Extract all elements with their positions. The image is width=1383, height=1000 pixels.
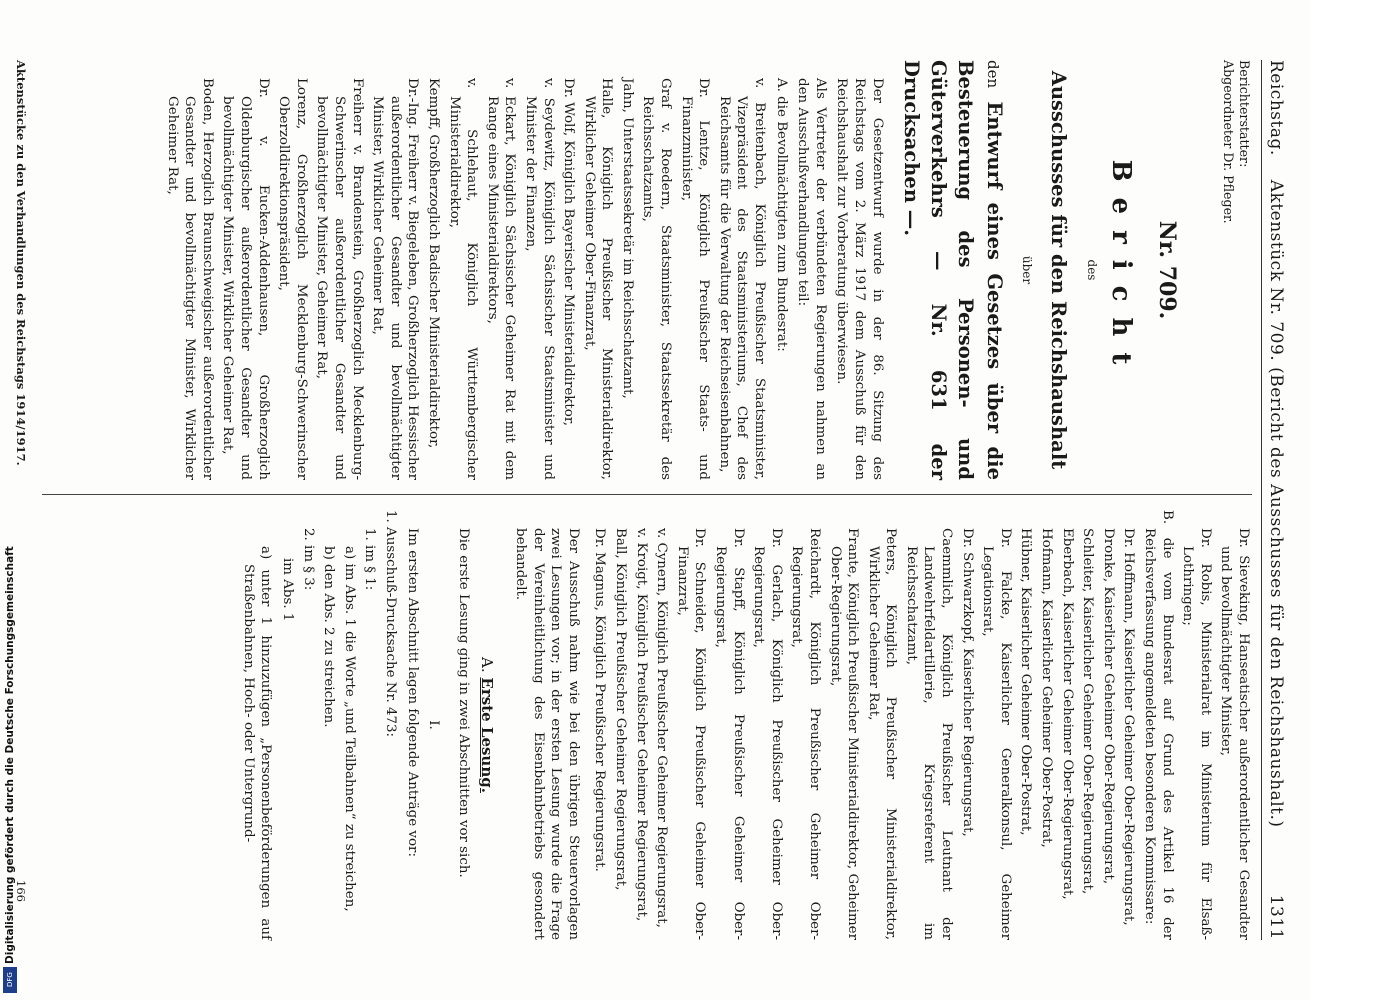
member-entry: Dr.-Ing. Freiherr v. Biegeleben, Großherzoglich Hessischer außerordentlicher Gesandter und bevollmächtigter Minister, Wirklicher Geheimer Rat, [370, 78, 421, 480]
commissioner-entry: Dr. Falcke, Kaiserlicher Generalkonsul, Geheimer Legationsrat, [980, 528, 1013, 940]
subject-lead: den [983, 60, 1002, 89]
member-entry: Boden, Herzoglich Braunschweigischer außerordentlicher Gesandter und bevollmächtigter Minister, Wirklicher Geheimer Rat, [164, 78, 215, 480]
des-label: des [1084, 259, 1099, 281]
committee-title: Ausschusses für den Reichshaushalt [1047, 70, 1071, 470]
member-entry: Freiherr v. Brandenstein, Großherzoglich Mecklenburg-Schwerinscher außerordentlicher Gesandter und bevollmächtigter Minister, Geheimer Rat, [314, 78, 365, 480]
member-entry: Lorenz, Großherzoglich Mecklenburg-Schwerinscher Oberzolldirektionspräsident, [276, 78, 309, 480]
member-entry: Graf v. Roedern, Staatsminister, Staatssekretär des Reichsschatzamts, [640, 78, 674, 480]
intro-paragraph-1: Der Gesetzentwurf wurde in der 86. Sitzung des Reichstags vom 2. März 1917 dem Ausschuß für den Reichshaushalt zur Vorberatung überwiesen. [834, 78, 885, 480]
motion-item-2-a: a) unter 1 hinzuzufügen „Personenbeförderungen auf Straßenbahnen, Hoch- oder Untergrund- [240, 546, 274, 940]
section-heading-prefix: A. [478, 657, 497, 673]
commissioner-entry: Caemmlich, Königlich Preußischer Leutnant der Landwehrfeldartillerie, Kriegsreferent im Reichsschatzamt, [903, 528, 955, 940]
page-header [1261, 60, 1296, 940]
members-list-continued [1179, 510, 1252, 940]
member-entry: Jahn, Unterstaatssekretär im Reichsschatzamt, [619, 78, 635, 399]
document-heading: Bericht [1106, 159, 1137, 381]
section-b-label: B. die vom Bundesrat auf Grund des Artikel 16 der Reichsverfassung angemeldeten besonderen Kommissare: [1142, 510, 1175, 940]
header-title: Aktenstück Nr. 709. (Bericht des Ausschusses für den Reichshaushalt.) [1266, 179, 1286, 828]
intro-paragraph-2: Als Vertreter der verbündeten Regierungen nahmen an den Ausschußverhandlungen teil: [795, 78, 828, 480]
member-entry: v. Schlehaut, Königlich Württembergischer Ministerialdirektor, [446, 78, 480, 480]
ueber-label: über [1020, 255, 1035, 285]
subject-text: Entwurf eines Gesetzes über die Besteuerung des Personen- und Güterverkehrs — Nr. 631 der Drucksachen —. [899, 60, 1006, 480]
rapporteur-name: Abgeordneter Dr. Pfleger. [1221, 60, 1237, 224]
motion-item-1-sub: 1. im § 1: [362, 528, 378, 591]
commissioner-entry: Hofmann, Kaiserlicher Geheimer Ober-Postrat, [1039, 528, 1055, 848]
members-list [163, 60, 768, 480]
dfg-logo: DFG [3, 967, 17, 993]
commissioner-entry: Peters, Königlich Preußischer Ministerialdirektor, Wirklicher Geheimer Rat, [865, 528, 899, 940]
member-entry: Kempff, Großherzoglich Badischer Ministerialdirektor, [425, 78, 441, 449]
commissioner-entry: v. Cynern, Königlich Preußischer Geheimer Regierungsrat, [654, 528, 670, 928]
motion-item-2-abs: im Abs. 1 [280, 558, 296, 622]
commissioner-entry: Hübner, Kaiserlicher Geheimer Ober-Postrat, [1018, 528, 1034, 836]
motion-item-1-b: b) den Abs. 2 zu streichen. [321, 546, 337, 728]
commissioner-entry: Dr. Schwarzkopf, Kaiserlicher Regierungsrat, [959, 528, 975, 837]
footer-source: Aktenstücke zu den Verhandlungen des Reichstags 1914/1917. [14, 60, 28, 466]
commissioner-entry: Dronke, Kaiserlicher Geheimer Ober-Regierungsrat, [1100, 528, 1116, 885]
commissioner-entry: Ball, Königlich Preußischer Geheimer Regierungsrat, [613, 528, 628, 891]
column-divider [42, 494, 1252, 495]
section-heading [478, 510, 496, 940]
commissioner-entry: Dr. Gerlach, Königlich Preußischer Geheimer Ober-Regierungsrat, [751, 528, 784, 940]
roman-numeral: I. [426, 720, 442, 730]
commissioner-entry: Reichardt, Königlich Preußischer Geheimer Ober-Regierungsrat, [789, 528, 822, 940]
member-entry: v. Breitenbach, Königlich Preußischer Staatsminister, Vizepräsident des Staatsministeriums, Chef des Reichsamts für die Verwaltung der Reichseisenbahnen, [716, 78, 768, 480]
member-entry: Dr. Sieveking, Hanseatischer außerordentlicher Gesandter und bevollmächtigter Minister, [1218, 528, 1251, 940]
commissioner-entry: Frante, Königlich Preußischer Ministerialdirektor, Geheimer Ober-Regierungsrat, [827, 528, 861, 940]
digitization-note: Digitalisierung gefördert durch die Deutsche Forschungsgemeinschaft [4, 546, 16, 964]
member-entry: Halle, Königlich Preußischer Ministerialdirektor, Wirklicher Geheimer Ober-Finanzrat, [581, 78, 615, 480]
member-entry: Dr. Lentze, Königlich Preußischer Staats- und Finanzminister, [678, 78, 712, 480]
member-entry: Dr. v. Eucken-Addenhausen, Großherzoglich Oldenburgischer außerordentlicher Gesandter und bevollmächtigter Minister, Wirklicher Geheimer Rat, [220, 78, 271, 480]
paragraph-antraege: Im ersten Abschnitt lagen folgende Anträge vor: [404, 528, 420, 857]
left-column [160, 60, 1252, 480]
paragraph-lesungen: Der Ausschuß nahm wie bei den übrigen Steuervorlagen zwei Lesungen vor; in der ersten Lesung wurde die Frage der Vereinheitlichung des Eisenbahnbetriebs gesondert behandelt. [513, 528, 581, 940]
commissioner-entry: Dr. Hoffmann, Kaiserlicher Geheimer Ober-Regierungsrat, [1121, 528, 1137, 926]
member-entry: v. Seydewitz, Königlich Sächsischer Staatsminister und Minister der Finanzen, [522, 78, 556, 480]
commissioner-entry: Dr. Schneider, Königlich Preußischer Geheimer Ober-Finanzrat, [674, 528, 708, 940]
motion-item-2: 2. im § 3: [300, 528, 316, 591]
commissioner-entry: v. Kroigt, Königlich Preußischer Geheimer Regierungsrat, [633, 528, 649, 922]
section-a-label: A. die Bevollmächtigten zum Bundesrat: [773, 78, 789, 352]
header-left: Reichstag. [1266, 60, 1286, 156]
commissioner-entry: Schleiter, Kaiserlicher Geheimer Ober-Regierungsrat, [1080, 528, 1096, 895]
right-column [236, 510, 1252, 940]
commissioner-entry: Dr. Magnus, Königlich Preußischer Regierungsrat. [592, 528, 608, 872]
member-entry: Dr. Wolf, Königlich Bayerischer Ministerialdirektor, [561, 78, 577, 427]
rapporteur-label: Berichterstatter: [1237, 60, 1252, 168]
commissioner-entry: Eberbach, Kaiserlicher Geheimer Ober-Regierungsrat, [1059, 528, 1075, 900]
page-number: 1311 [1266, 894, 1286, 940]
document-number: Nr. 709. [1154, 220, 1180, 320]
member-entry: Dr. Robis, Ministerialrat im Ministerium für Elsaß-Lothringen; [1180, 528, 1213, 940]
member-entry: v. Eckart, Königlich Sächsischer Geheimer Rat mit dem Range eines Ministerialdirektors, [484, 78, 518, 480]
subject-title [898, 60, 1008, 480]
commissioner-entry: Dr. Stapff, Königlich Preußischer Geheimer Ober-Regierungsrat, [712, 528, 746, 940]
commissioners-list [591, 510, 1138, 940]
footer-signature-number: 166 [14, 880, 28, 902]
motion-item-1-a: a) im Abs. 1 die Worte „und Teilbahnen“ zu streichen, [341, 546, 357, 912]
section-heading-text: Erste Lesung. [478, 677, 497, 793]
paragraph-erste-lesung: Die erste Lesung ging in zwei Abschnitten vor sich. [455, 528, 471, 878]
motion-item-1: 1. Ausschuß-Drucksache Nr. 473: [383, 510, 399, 738]
